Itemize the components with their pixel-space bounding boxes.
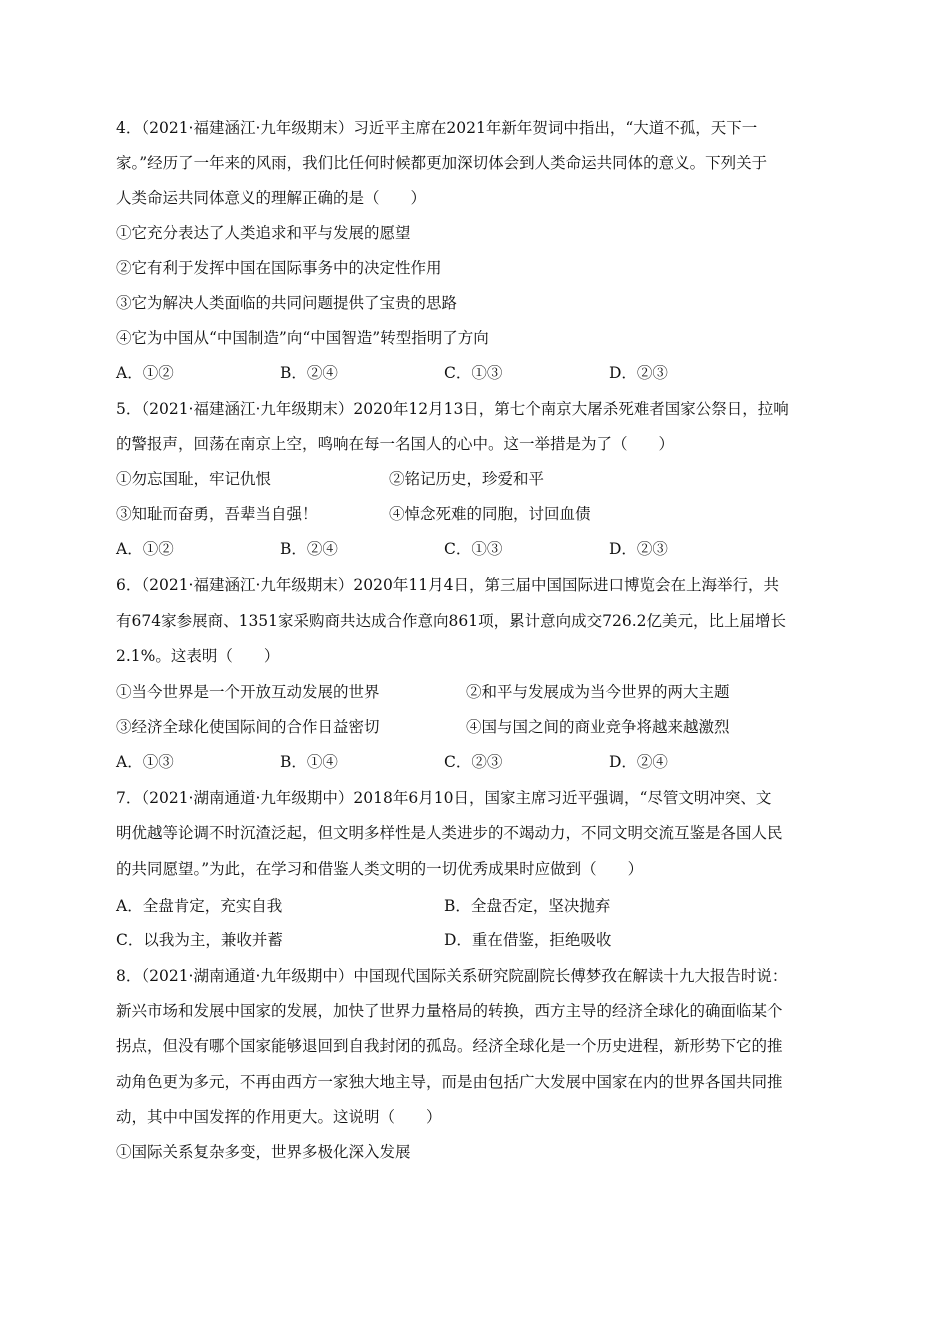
option-d: D．②④ [609, 753, 668, 771]
question-5-item-2: ②铭记历史，珍爱和平 [389, 470, 545, 488]
question-6-item-4: ④国与国之间的商业竞争将越来越激烈 [466, 718, 730, 736]
question-8-stem-line-4: 动角色更为多元，不再由西方一家独大地主导，而是由包括广大发展中国家在内的世界各国共同推 [116, 1073, 783, 1091]
option-a: A．①③ [116, 753, 174, 771]
option-c: C．以我为主，兼收并蓄 [116, 931, 283, 949]
question-7-stem-line-1: 7．（2021·湖南通道·九年级期中）2018年6月10日，国家主席习近平强调，“尽管文明冲突、文 [116, 789, 772, 807]
option-d: D．②③ [609, 540, 668, 558]
option-c: C．①③ [444, 540, 503, 558]
question-6-item-3: ③经济全球化使国际间的合作日益密切 [116, 718, 380, 736]
question-4-stem-line-2: 家。”经历了一年来的风雨，我们比任何时候都更加深切体会到人类命运共同体的意义。下列关于 [116, 154, 768, 172]
question-5-item-1: ①勿忘国耻，牢记仇恨 [116, 470, 272, 488]
question-4-item-3: ③它为解决人类面临的共同问题提供了宝贵的思路 [116, 294, 458, 312]
question-6-item-1: ①当今世界是一个开放互动发展的世界 [116, 683, 380, 701]
option-a: A．全盘肯定，充实自我 [116, 897, 283, 915]
question-4-stem-line-3: 人类命运共同体意义的理解正确的是（ ） [116, 189, 427, 207]
question-4-item-4: ④它为中国从“中国制造”向“中国智造”转型指明了方向 [116, 329, 489, 347]
option-a: A．①② [116, 540, 174, 558]
question-6-stem-line-2: 有674家参展商、1351家采购商共达成合作意向861项，累计意向成交726.2亿美元，比上届增长 [116, 612, 786, 630]
question-8-stem-line-5: 动，其中中国发挥的作用更大。这说明（ ） [116, 1108, 442, 1126]
question-8-stem-line-2: 新兴市场和发展中国家的发展，加快了世界力量格局的转换，西方主导的经济全球化的确面临某个 [116, 1002, 783, 1020]
option-c: C．②③ [444, 753, 503, 771]
question-8-stem-line-3: 拐点，但没有哪个国家能够退回到自我封闭的孤岛。经济全球化是一个历史进程，新形势下它的推 [116, 1037, 783, 1055]
question-5-item-4: ④悼念死难的同胞，讨回血债 [389, 505, 591, 523]
option-d: D．重在借鉴，拒绝吸收 [444, 931, 612, 949]
option-b: B．②④ [280, 364, 338, 382]
question-4-stem-line-1: 4．（2021·福建涵江·九年级期末）习近平主席在2021年新年贺词中指出，“大道不孤，天下一 [116, 119, 758, 137]
question-6-item-2: ②和平与发展成为当今世界的两大主题 [466, 683, 730, 701]
option-d: D．②③ [609, 364, 668, 382]
question-4-item-2: ②它有利于发挥中国在国际事务中的决定性作用 [116, 259, 442, 277]
option-c: C．①③ [444, 364, 503, 382]
option-b: B．①④ [280, 753, 338, 771]
question-5-stem-line-2: 的警报声，回荡在南京上空，鸣响在每一名国人的心中。这一举措是为了（ ） [116, 435, 675, 453]
option-a: A．①② [116, 364, 174, 382]
option-b: B．②④ [280, 540, 338, 558]
question-5-item-3: ③知耻而奋勇，吾辈当自强！ [116, 505, 318, 523]
question-6-stem-line-3: 2.1%。这表明（ ） [116, 647, 280, 665]
question-8-item-1: ①国际关系复杂多变，世界多极化深入发展 [116, 1143, 411, 1161]
question-7-stem-line-2: 明优越等论调不时沉渣泛起，但文明多样性是人类进步的不竭动力，不同文明交流互鉴是各国人民 [116, 824, 783, 842]
option-b: B．全盘否定，坚决抛弃 [444, 897, 611, 915]
question-5-stem-line-1: 5．（2021·福建涵江·九年级期末）2020年12月13日，第七个南京大屠杀死难者国家公祭日，拉响 [116, 400, 789, 418]
question-4-item-1: ①它充分表达了人类追求和平与发展的愿望 [116, 224, 411, 242]
question-8-stem-line-1: 8．（2021·湖南通道·九年级期中）中国现代国际关系研究院副院长傅梦孜在解读十九大报告时说： [116, 967, 788, 985]
question-7-stem-line-3: 的共同愿望。”为此，在学习和借鉴人类文明的一切优秀成果时应做到（ ） [116, 860, 644, 878]
question-6-stem-line-1: 6．（2021·福建涵江·九年级期末）2020年11月4日，第三届中国国际进口博览会在上海举行，共 [116, 576, 779, 594]
